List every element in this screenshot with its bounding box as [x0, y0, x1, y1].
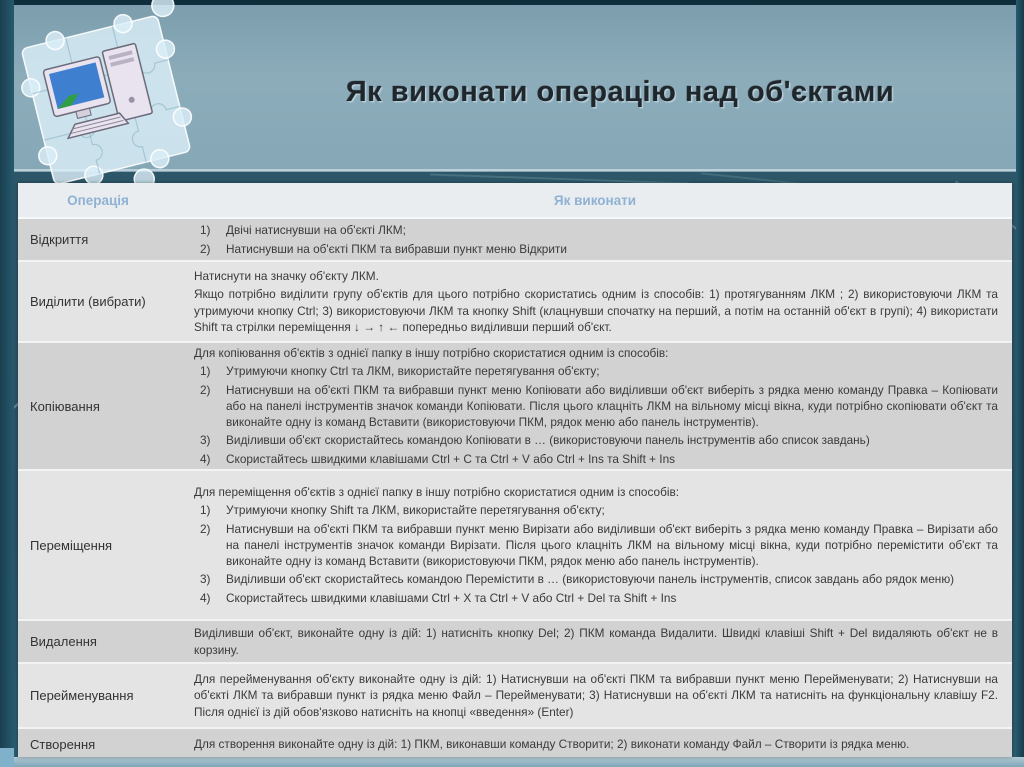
list-number: 4): [200, 451, 211, 466]
operation-label: Відкриття: [30, 232, 89, 247]
cell-paragraph: [194, 590, 998, 606]
slide-border-right: [1016, 0, 1024, 767]
cell-paragraph: Для створення виконайте одну із дій: 1) ПКМ, виконавши команду Створити; 2) виконати команду Файл – Створити із рядка меню.: [194, 736, 910, 751]
list-text: Натиснувши на об'єкті ПКМ та вибравши пункт меню Вирізати або виділивши об'єкт виберіть з рядка меню команду Правка – Вирізати або на панелі інструментів значок команди Вирізати. Після цього клацніть ЛКМ на вільному місці вікна, куди потрібно перемістити об'єкт та виконайте одну із команд Вставити (використовуючи ПКМ, рядок меню або панель інструментів).: [226, 521, 998, 569]
table-body: [18, 219, 1012, 757]
how-to-cell: [178, 664, 1012, 727]
table-row: [18, 729, 1012, 757]
list-text: Виділивши об'єкт скористайтесь командою Перемістити в … (використовуючи панель інструментів, список завдань або рядок меню): [226, 572, 955, 587]
puzzle-computer-icon: [6, 0, 206, 210]
cell-paragraph: [194, 432, 998, 448]
cell-paragraph: Якщо потрібно виділити групу об'єктів для цього потрібно скористатись одним із способів: 1) протягуванням ЛКМ ; 2) використовуючи ЛКМ та утримуючи кнопку Ctrl; 3) використовуючи ЛКМ та кнопку Shift (клацнувши спочатку на перший, а потім на останній об'єкт в групі); 4) використати Shift та стрілки переміщення ↓ → ↑ ← попередньо виділивши перший об'єкт.: [194, 287, 998, 334]
operation-label: Копіювання: [30, 398, 100, 414]
cell-paragraph: Для перейменування об'єкту виконайте одну із дій: 1) Натиснувши на об'єкті ПКМ та вибравши пункт меню Перейменувати; 2) Натиснувши на об'єкті ЛКМ та вибравши пункт із рядка меню Файл – Перейменувати; 3) Натиснувши на об'єкті ЛКМ та натисніть на функціональну клавішу F2. Після однієї із дій обов'язково натисніть на кнопці «введення» (Enter): [194, 672, 998, 719]
cell-paragraph: [194, 451, 998, 467]
cell-paragraph: [194, 571, 998, 587]
list-number: 2): [200, 382, 211, 397]
list-text: Виділивши об'єкт скористайтесь командою Копіювати в … (використовуючи панель інструментів або список завдань): [226, 433, 870, 448]
operations-table: [18, 183, 1012, 757]
slide-bottom-strip: [0, 757, 1024, 767]
table-row: [18, 343, 1012, 471]
corner-accent: [0, 748, 14, 767]
cell-paragraph: [194, 222, 998, 238]
list-number: 2): [200, 521, 211, 536]
operation-label: Створення: [30, 736, 96, 752]
table-row: [18, 219, 1012, 262]
how-to-cell: [178, 219, 1012, 260]
table-row: [18, 471, 1012, 621]
table-row: [18, 262, 1012, 343]
list-text: Утримуючи кнопку Ctrl та ЛКМ, використайте перетягування об'єкту;: [226, 364, 600, 379]
list-text: Двічі натиснувши на об'єкті ЛКМ;: [226, 223, 406, 238]
list-text: Утримуючи кнопку Shift та ЛКМ, використайте перетягування об'єкту;: [226, 503, 605, 518]
list-number: 3): [200, 433, 211, 448]
operation-label: Переміщення: [30, 537, 113, 553]
cell-paragraph: [194, 241, 998, 257]
cell-paragraph: [194, 382, 998, 431]
list-text: Натиснувши на об'єкті ПКМ та вибравши пункт меню Відкрити: [226, 241, 567, 256]
how-to-cell: [178, 343, 1012, 469]
how-to-cell: [178, 471, 1012, 619]
cell-paragraph: Для копіювання об'єктів з однієї папку в іншу потрібно скористатися одним із способів:: [194, 346, 669, 361]
table-header-row: [18, 183, 1012, 219]
cell-paragraph: [194, 521, 998, 570]
list-number: 1): [200, 503, 211, 518]
operation-label: Видалення: [30, 634, 97, 649]
list-text: Скористайтесь швидкими клавішами Ctrl + X та Ctrl + V або Ctrl + Del та Shift + Ins: [226, 590, 677, 605]
table-row: [18, 664, 1012, 729]
list-number: 4): [200, 590, 211, 605]
list-text: Скористайтесь швидкими клавішами Ctrl + C та Ctrl + V або Ctrl + Ins та Shift + Ins: [226, 451, 676, 466]
list-number: 2): [200, 241, 211, 256]
list-number: 1): [200, 223, 211, 238]
column-header-how: Як виконати: [553, 192, 637, 208]
cell-paragraph: Для переміщення об'єктів з однієї папку в іншу потрібно скористатися одним із способів:: [194, 485, 679, 500]
list-number: 1): [200, 364, 211, 379]
table-row: [18, 621, 1012, 664]
list-text: Натиснувши на об'єкті ПКМ та вибравши пункт меню Копіювати або виділивши об'єкт виберіть з рядка меню команду Правка – Копіювати або на панелі інструментів значок команди Копіювати. Після цього клацніть ЛКМ на вільному місці вікна, куди потрібно скопіювати об'єкт та виконайте одну із команд Вставити (використовуючи ПКМ, рядок меню або панель інструментів).: [226, 382, 998, 430]
how-to-cell: [178, 621, 1012, 662]
operation-label: Перейменування: [30, 688, 134, 703]
cell-paragraph: [194, 502, 998, 518]
list-number: 3): [200, 572, 211, 587]
cell-paragraph: Виділивши об'єкт, виконайте одну із дій: 1) натисніть кнопку Del; 2) ПКМ команда Видалити. Швидкі клавіші Shift + Del видаляють об'єкт не в корзину.: [194, 626, 998, 657]
cell-paragraph: [194, 363, 998, 379]
how-to-cell: [178, 262, 1012, 341]
cell-paragraph: Натиснути на значку об'єкту ЛКМ.: [194, 268, 379, 283]
page-title: Як виконати операцію над об'єктами: [345, 76, 895, 108]
how-to-cell: [178, 729, 1012, 757]
column-header-operation: Операція: [67, 192, 129, 208]
operation-label: Виділити (вибрати): [30, 294, 146, 309]
